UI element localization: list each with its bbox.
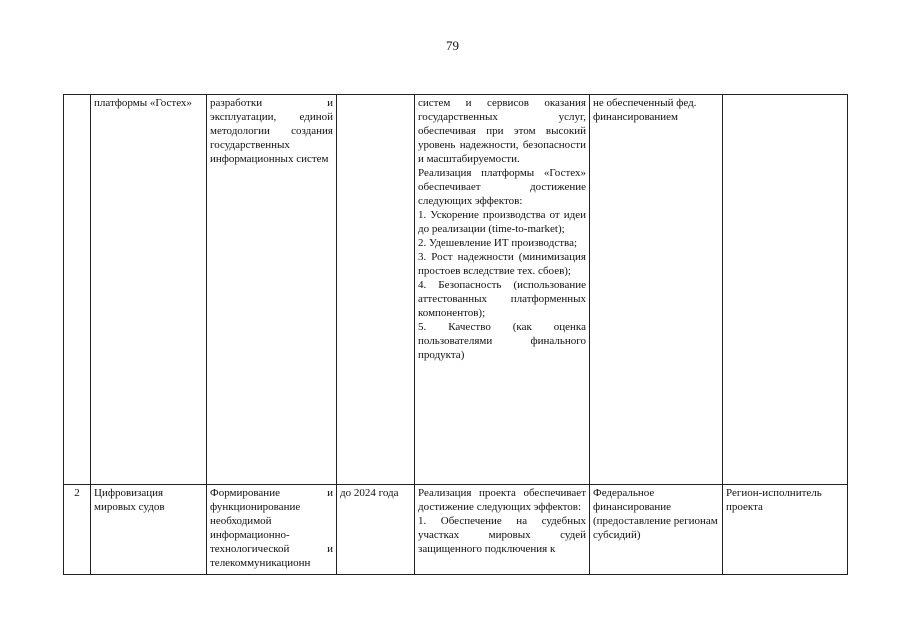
funding-text: не обеспеченный фед. финансированием	[593, 97, 697, 123]
measures-table	[63, 94, 848, 575]
project-name-cell	[91, 485, 207, 575]
project-name: Цифровизация мировых судов	[94, 487, 165, 513]
funding-cell	[590, 95, 723, 485]
executor-cell	[723, 95, 848, 485]
table-row	[64, 485, 848, 575]
project-name: платформы «Гостех»	[94, 97, 192, 109]
executor-cell	[723, 485, 848, 575]
row-number-cell	[64, 95, 91, 485]
effects-paragraph: 1. Ускорение производства от идеи до реализации (time-to-market);	[418, 209, 586, 235]
deadline-text: до 2024 года	[340, 487, 399, 499]
description-text: разработки и эксплуатации, единой методологии создания государственных информационных систем	[210, 97, 333, 165]
funding-text: Федеральное финансирование (предоставление регионам субсидий)	[593, 487, 718, 541]
project-name-cell	[91, 95, 207, 485]
description-text: Формирование и функционирование необходимой информационно-технологической и телекоммуникационн	[210, 487, 333, 569]
effects-cell	[415, 485, 590, 575]
effects-paragraph: систем и сервисов оказания государственных услуг, обеспечивая при этом высокий уровень надежности, безопасности и масштабируемости.	[418, 97, 586, 165]
table-row	[64, 95, 848, 485]
deadline-cell	[337, 485, 415, 575]
effects-paragraph: Реализация проекта обеспечивает достижение следующих эффектов:	[418, 487, 586, 513]
executor-text: Регион-исполнитель проекта	[726, 487, 822, 513]
row-number-cell: 2	[64, 485, 91, 575]
effects-paragraph: 1. Обеспечение на судебных участках мировых судей защищенного подключения к	[418, 515, 586, 555]
effects-cell	[415, 95, 590, 485]
effects-paragraph: Реализация платформы «Гостех» обеспечивает достижение следующих эффектов:	[418, 167, 586, 207]
description-cell	[207, 485, 337, 575]
deadline-cell	[337, 95, 415, 485]
description-cell	[207, 95, 337, 485]
page-number: 79	[446, 38, 459, 53]
effects-paragraph: 3. Рост надежности (минимизация простоев вследствие тех. сбоев);	[418, 251, 586, 277]
effects-paragraph: 2. Удешевление ИТ производства;	[418, 237, 578, 249]
effects-paragraph: 5. Качество (как оценка пользователями финального продукта)	[418, 321, 586, 361]
funding-cell	[590, 485, 723, 575]
effects-paragraph: 4. Безопасность (использование аттестованных платформенных компонентов);	[418, 279, 586, 319]
